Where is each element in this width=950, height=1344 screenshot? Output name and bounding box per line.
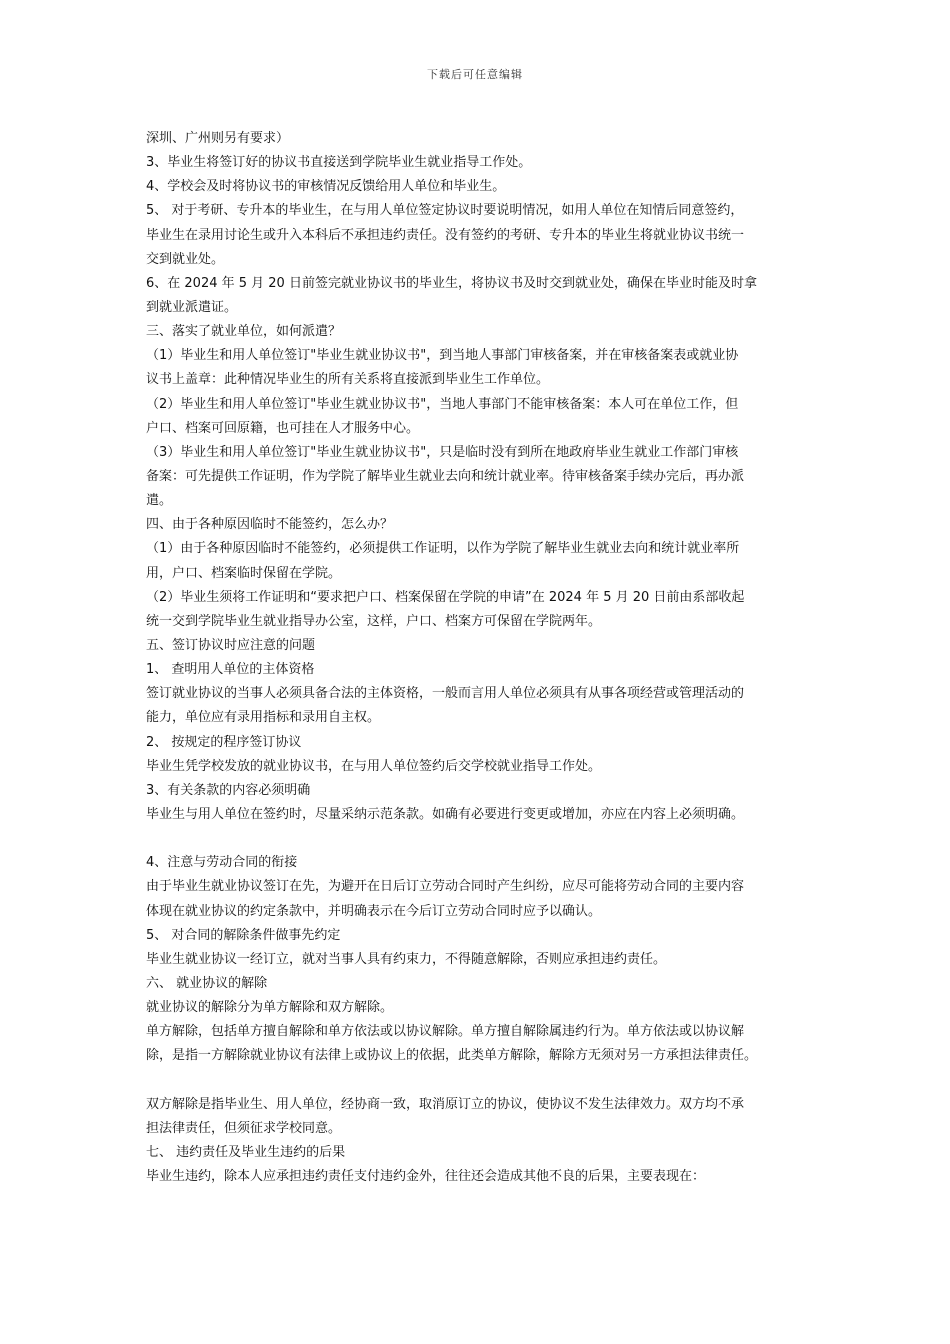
text-line: 毕业生在录用讨论生或升入本科后不承担违约责任。没有签约的考研、专升本的毕业生将就业协议书统一: [146, 227, 745, 243]
text-line: 五、签订协议时应注意的问题: [146, 637, 316, 653]
text-line: 由于毕业生就业协议签订在先，为避开在日后订立劳动合同时产生纠纷，应尽可能将劳动合同的主要内容: [146, 879, 745, 895]
text-line: 就业协议的解除分为单方解除和双方解除。: [146, 1000, 394, 1016]
text-line: 到就业派遣证。: [146, 299, 238, 315]
text-line: 深圳、广州则另有要求）: [146, 131, 290, 146]
text-line: 4、注意与劳动合同的衔接: [146, 855, 298, 871]
blank-line: [146, 827, 816, 851]
text-line: 毕业生凭学校发放的就业协议书，在与用人单位签约后交学校就业指导工作处。: [146, 758, 602, 774]
text-line: 毕业生违约，除本人应承担违约责任支付违约金外，往往还会造成其他不良的后果，主要表现在：: [146, 1169, 706, 1185]
text-line: （2）毕业生和用人单位签订"毕业生就业协议书"，当地人事部门不能审核备案：本人可在单位工作，但: [146, 396, 739, 412]
text-line: （3）毕业生和用人单位签订"毕业生就业协议书"，只是临时没有到所在地政府毕业生就业工作部门审核: [146, 444, 739, 460]
document-body: [146, 127, 816, 1189]
text-line: 双方解除是指毕业生、用人单位，经协商一致，取消原订立的协议，使协议不发生法律效力。双方均不承: [146, 1096, 745, 1112]
text-line: （1）毕业生和用人单位签订"毕业生就业协议书"，到当地人事部门审核备案，并在审核备案表或就业协: [146, 348, 739, 364]
text-line: 2、 按规定的程序签订协议: [146, 734, 302, 750]
text-line: 六、 就业协议的解除: [146, 975, 268, 991]
text-line: 1、 查明用人单位的主体资格: [146, 662, 315, 678]
text-line: 签订就业协议的当事人必须具备合法的主体资格，一般而言用人单位必须具有从事各项经营或管理活动的: [146, 686, 745, 702]
text-line: 担法律责任，但须征求学校同意。: [146, 1120, 342, 1136]
text-line: 三、落实了就业单位，如何派遣？: [146, 324, 342, 340]
text-line: 毕业生就业协议一经订立，就对当事人具有约束力，不得随意解除，否则应承担违约责任。: [146, 951, 667, 967]
blank-line: [146, 1068, 816, 1092]
text-line: 统一交到学院毕业生就业指导办公室，这样，户口、档案方可保留在学院两年。: [146, 613, 602, 629]
text-line: 5、 对于考研、专升本的毕业生，在与用人单位签定协议时要说明情况，如用人单位在知情后同意签约，: [146, 203, 744, 219]
text-line: 体现在就业协议的约定条款中，并明确表示在今后订立劳动合同时应予以确认。: [146, 903, 602, 919]
text-line: 备案：可先提供工作证明，作为学院了解毕业生就业去向和统计就业率。待审核备案手续办完后，再办派: [146, 468, 745, 484]
text-line: 遣。: [146, 493, 173, 509]
text-line: 除，是指一方解除就业协议有法律上或协议上的依据，此类单方解除，解除方无须对另一方承担法律责任。: [146, 1048, 758, 1064]
text-line: 毕业生与用人单位在签约时，尽量采纳示范条款。如确有必要进行变更或增加，亦应在内容上必须明确。: [146, 806, 745, 822]
text-line: 5、 对合同的解除条件做事先约定: [146, 927, 341, 943]
text-line: 四、由于各种原因临时不能签约，怎么办？: [146, 517, 394, 533]
text-line: 4、学校会及时将协议书的审核情况反馈给用人单位和毕业生。: [146, 179, 506, 195]
text-line: 能力，单位应有录用指标和录用自主权。: [146, 710, 381, 726]
text-line: 交到就业处。: [146, 251, 225, 267]
text-line: 6、在 2024 年 5 月 20 日前签完就业协议书的毕业生，将协议书及时交到就业处，确保在毕业时能及时拿: [146, 275, 757, 291]
text-line: 七、 违约责任及毕业生违约的后果: [146, 1144, 346, 1160]
page-header: 下载后可任意编辑: [427, 68, 523, 81]
text-line: 用，户口、档案临时保留在学院。: [146, 565, 342, 581]
text-line: （1）由于各种原因临时不能签约，必须提供工作证明，以作为学院了解毕业生就业去向和统计就业率所: [146, 541, 740, 557]
text-line: （2）毕业生须将工作证明和“要求把户口、档案保留在学院的申请”在 2024 年 5 月 20 日前由系部收起: [146, 589, 745, 605]
text-line: 单方解除，包括单方擅自解除和单方依法或以协议解除。单方擅自解除属违约行为。单方依法或以协议解: [146, 1024, 745, 1040]
text-line: 议书上盖章：此种情况毕业生的所有关系将直接派到毕业生工作单位。: [146, 372, 550, 388]
text-line: 3、有关条款的内容必须明确: [146, 782, 311, 798]
text-line: 3、毕业生将签订好的协议书直接送到学院毕业生就业指导工作处。: [146, 155, 532, 171]
text-line: 户口、档案可回原籍，也可挂在人才服务中心。: [146, 420, 420, 436]
